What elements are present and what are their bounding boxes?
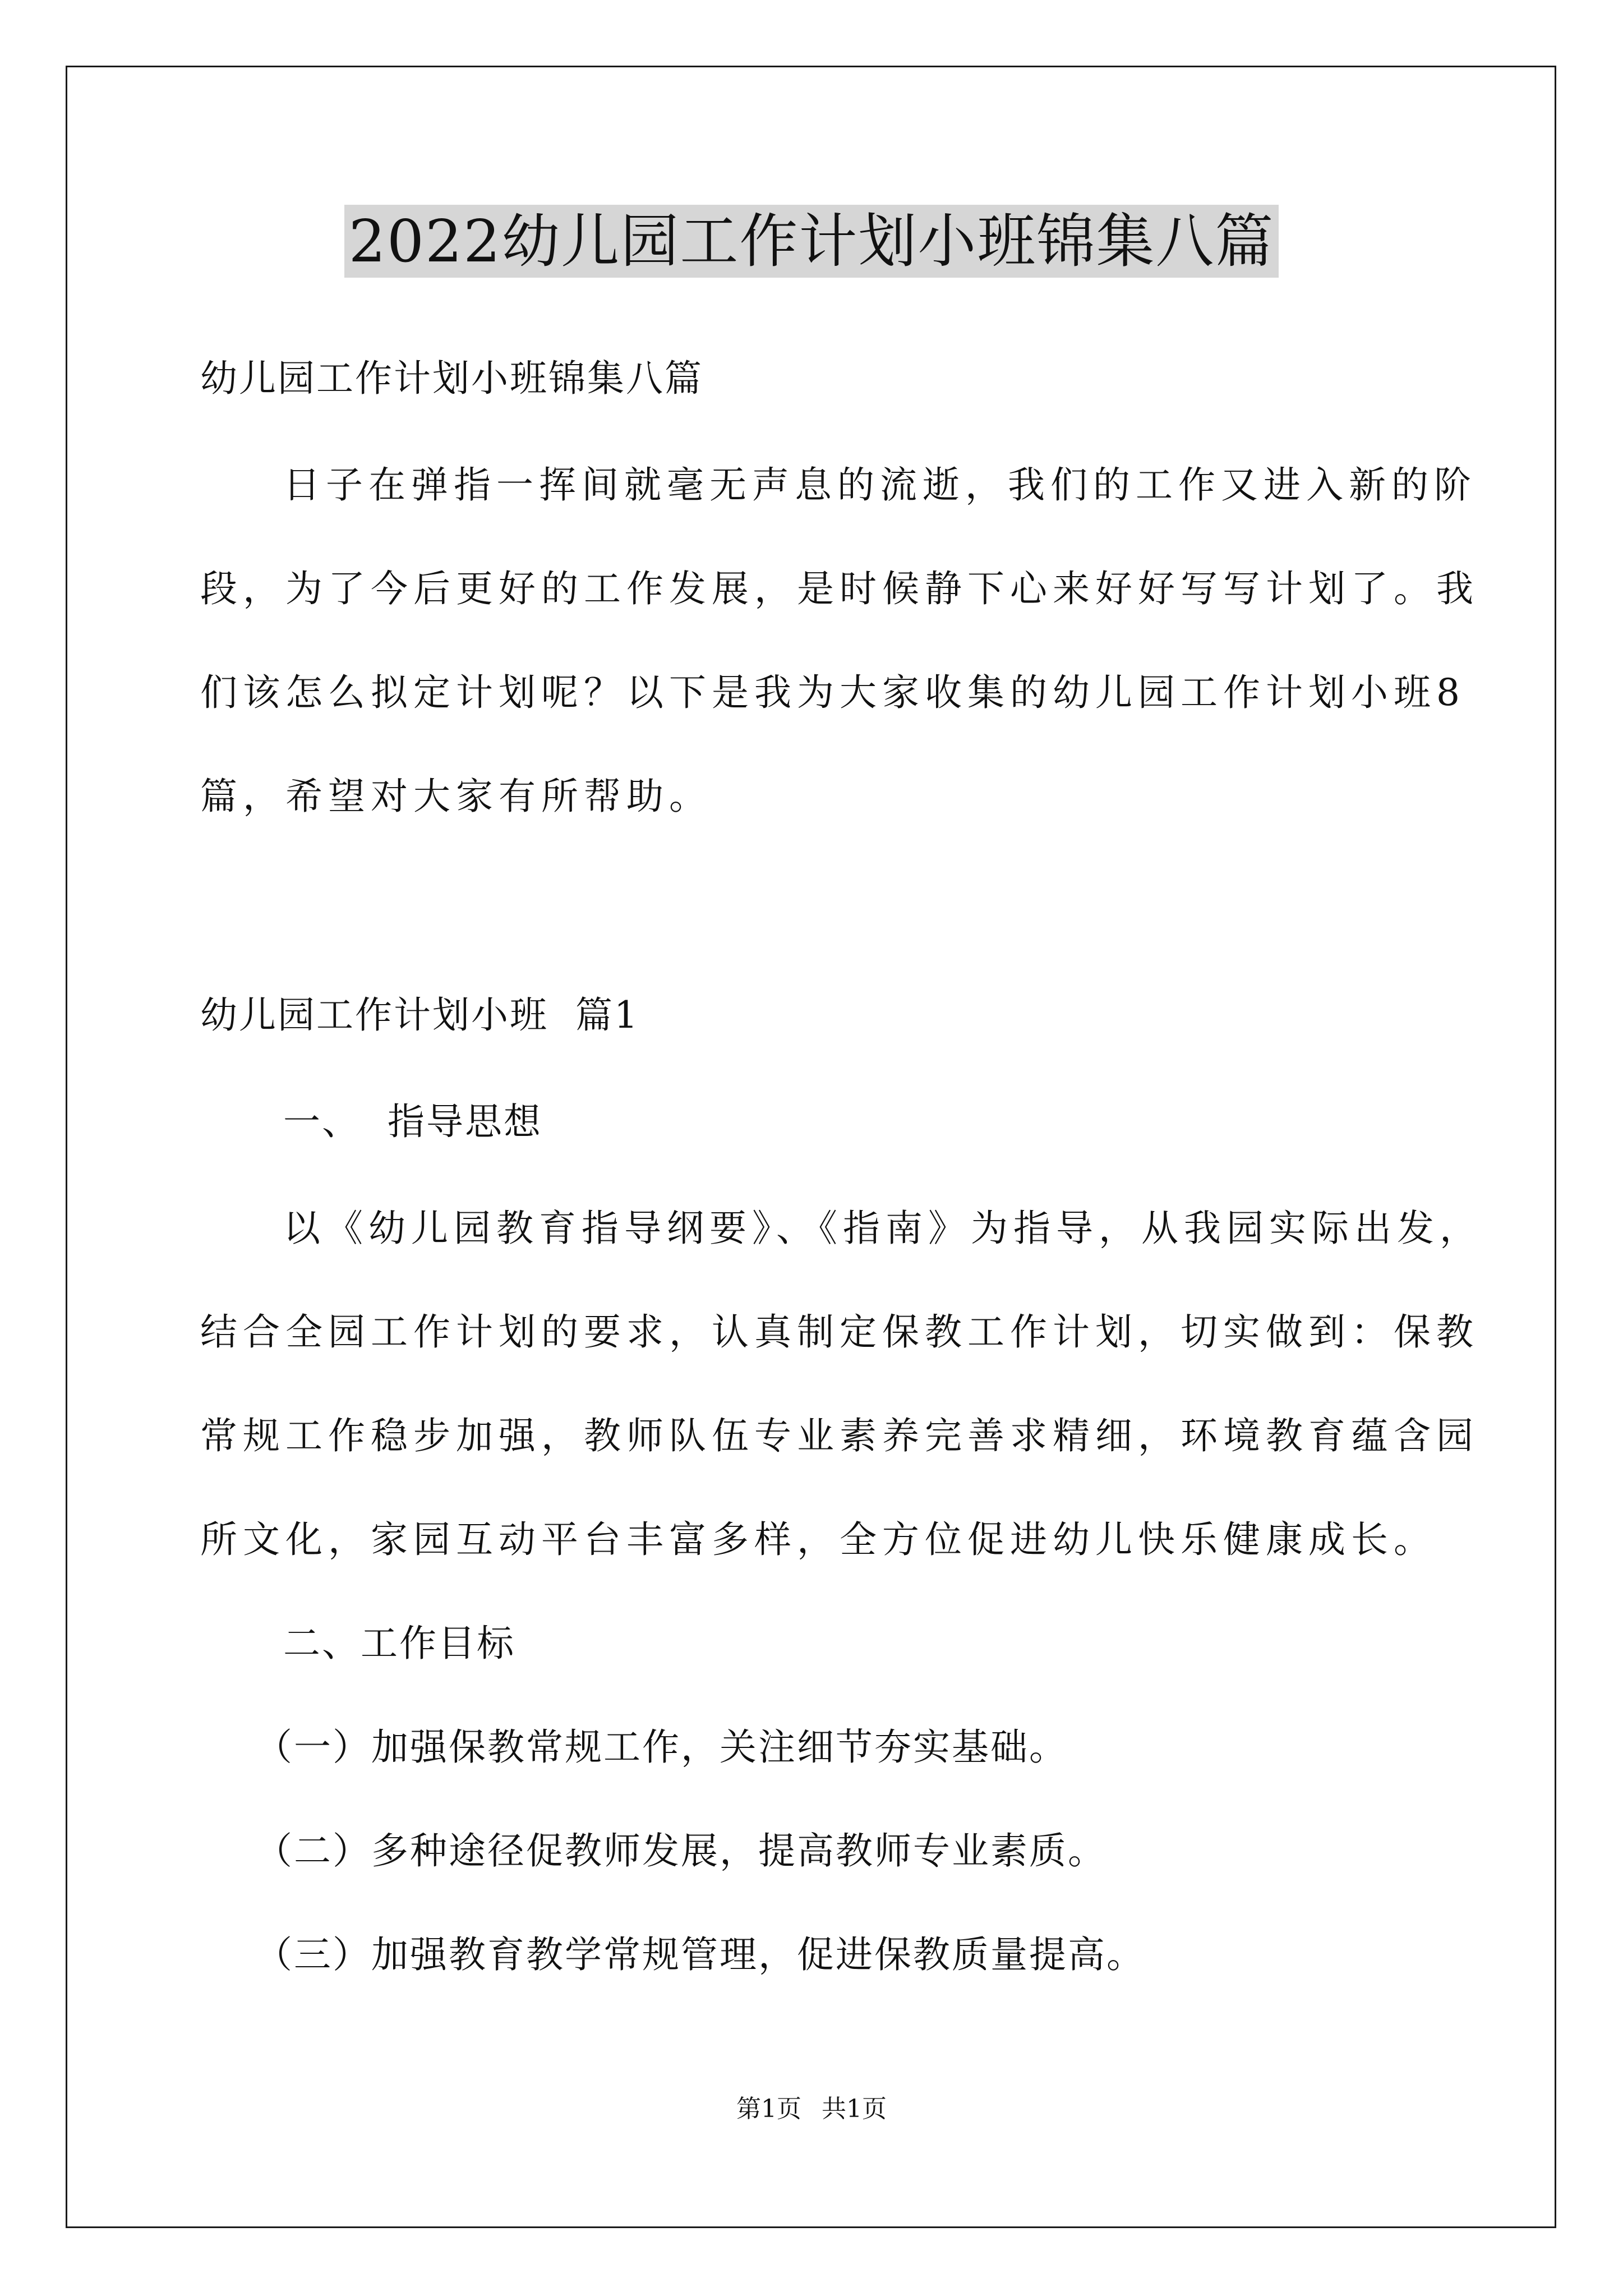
intro-line-1: 日子在弹指一挥间就毫无声息的流逝，我们的工作又进入新的阶 (283, 463, 1477, 507)
intro-line-3: 们该怎么拟定计划呢？以下是我为大家收集的幼儿园工作计划小班8 (200, 671, 1465, 714)
page-number: 第1页 (736, 2095, 801, 2123)
guiding-line-4: 所文化，家园互动平台丰富多样，全方位促进幼儿快乐健康成长。 (200, 1518, 1436, 1561)
intro-line-2: 段，为了今后更好的工作发展，是时候静下心来好好写写计划了。我 (200, 567, 1479, 610)
guiding-line-2: 结合全园工作计划的要求，认真制定保教工作计划，切实做到：保教 (200, 1310, 1479, 1354)
document-title-text: 2022幼儿园工作计划小班锦集八篇 (344, 205, 1279, 278)
document-subtitle: 幼儿园工作计划小班锦集八篇 (200, 357, 703, 400)
page-total: 共1页 (822, 2095, 887, 2123)
page-footer (0, 2092, 1623, 2126)
goal-item-2: （二）多种途径促教师发展，提高教师专业素质。 (255, 1829, 1106, 1872)
document-title (0, 199, 1623, 283)
guiding-line-3: 常规工作稳步加强，教师队伍专业素养完善求精细，环境教育蕴含园 (200, 1414, 1479, 1457)
heading-work-goals: 二、工作目标 (283, 1622, 515, 1665)
intro-line-4: 篇，希望对大家有所帮助。 (200, 775, 712, 818)
guiding-line-1: 以《幼儿园教育指导纲要》、《指南》为指导，从我园实际出发， (283, 1207, 1482, 1250)
goal-item-3: （三）加强教育教学常规管理，促进保教质量提高。 (255, 1933, 1145, 1976)
heading-guiding-ideology: 一、 指导思想 (283, 1100, 542, 1143)
section-heading: 幼儿园工作计划小班 篇1 (200, 993, 639, 1037)
goal-item-1: （一）加强保教常规工作，关注细节夯实基础。 (255, 1726, 1068, 1769)
